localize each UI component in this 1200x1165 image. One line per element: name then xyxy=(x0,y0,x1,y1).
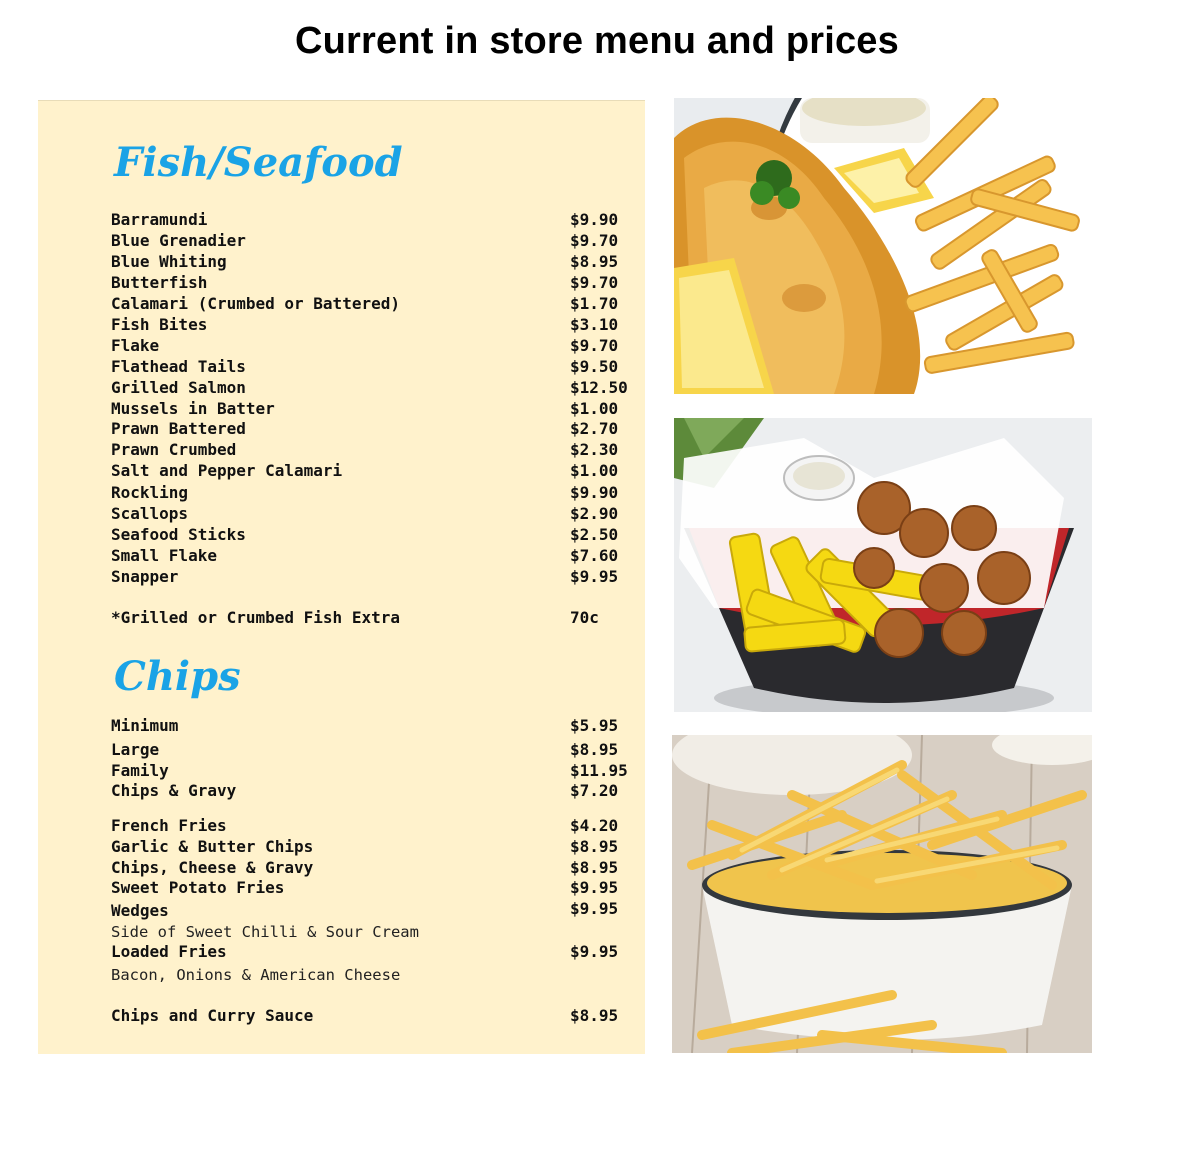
menu-item xyxy=(111,740,641,760)
menu-item xyxy=(111,315,641,335)
fries-bowl-photo xyxy=(672,735,1092,1053)
item-name: Small Flake xyxy=(111,546,217,565)
menu-item xyxy=(111,504,641,524)
menu-item xyxy=(111,837,641,857)
item-name: Rockling xyxy=(111,483,189,502)
item-name: Fish Bites xyxy=(111,315,208,334)
item-price: $9.90 xyxy=(570,210,619,229)
item-price: $1.00 xyxy=(570,461,619,480)
item-price: $8.95 xyxy=(570,858,619,877)
item-name: Wedges xyxy=(111,901,169,920)
menu-item xyxy=(111,273,641,293)
item-price: $11.95 xyxy=(570,761,628,780)
item-price: $3.10 xyxy=(570,315,619,334)
menu-item xyxy=(111,525,641,545)
item-name: Blue Whiting xyxy=(111,252,227,271)
item-price: $12.50 xyxy=(570,378,628,397)
menu-item xyxy=(111,357,641,377)
menu-item xyxy=(111,210,641,230)
menu-item xyxy=(111,1006,641,1026)
item-price: $8.95 xyxy=(570,1006,619,1025)
item-price: $7.60 xyxy=(570,546,619,565)
item-price: $2.30 xyxy=(570,440,619,459)
menu-item xyxy=(111,231,641,251)
item-name: Salt and Pepper Calamari xyxy=(111,461,343,480)
item-price: $9.70 xyxy=(570,231,619,250)
item-price: $9.95 xyxy=(570,878,619,897)
item-price: $2.70 xyxy=(570,419,619,438)
page-title: Current in store menu and prices xyxy=(295,20,899,62)
menu-item xyxy=(111,252,641,272)
item-price: $8.95 xyxy=(570,837,619,856)
item-name: *Grilled or Crumbed Fish Extra xyxy=(111,608,400,627)
menu-item xyxy=(111,858,641,878)
item-price: $9.95 xyxy=(570,942,619,961)
menu-item xyxy=(111,761,641,781)
item-price: $9.70 xyxy=(570,336,619,355)
item-name: Family xyxy=(111,761,169,780)
item-price: $4.20 xyxy=(570,816,619,835)
menu-item xyxy=(111,294,641,314)
menu-item xyxy=(111,878,641,898)
chips-section-heading: Chips xyxy=(114,653,241,700)
item-price: $9.95 xyxy=(570,567,619,586)
menu-item xyxy=(111,483,641,503)
menu-panel xyxy=(38,100,645,1054)
menu-item xyxy=(111,336,641,356)
item-name: Scallops xyxy=(111,504,189,523)
item-price: $9.95 xyxy=(570,899,619,918)
item-name: Sweet Potato Fries xyxy=(111,878,285,897)
item-price: $9.70 xyxy=(570,273,619,292)
menu-item-extra xyxy=(111,608,641,628)
menu-item xyxy=(111,781,641,801)
item-name: Garlic & Butter Chips xyxy=(111,837,314,856)
item-name: French Fries xyxy=(111,816,227,835)
fish-and-chips-photo xyxy=(674,98,1092,394)
menu-item xyxy=(111,567,641,587)
item-note: Bacon, Onions & American Cheese xyxy=(111,966,401,984)
item-name: Blue Grenadier xyxy=(111,231,246,250)
item-name: Large xyxy=(111,740,160,759)
item-name: Seafood Sticks xyxy=(111,525,246,544)
item-price: $2.50 xyxy=(570,525,619,544)
item-price: $8.95 xyxy=(570,252,619,271)
item-price: $9.50 xyxy=(570,357,619,376)
menu-item xyxy=(111,942,641,962)
item-name: Chips and Curry Sauce xyxy=(111,1006,314,1025)
item-name: Barramundi xyxy=(111,210,208,229)
menu-item xyxy=(111,816,641,836)
item-name: Calamari (Crumbed or Battered) xyxy=(111,294,400,313)
item-price: $9.90 xyxy=(570,483,619,502)
item-price: $7.20 xyxy=(570,781,619,800)
item-name: Butterfish xyxy=(111,273,208,292)
item-price: $5.95 xyxy=(570,716,619,735)
menu-item xyxy=(111,419,641,439)
item-price: $8.95 xyxy=(570,740,619,759)
menu-item xyxy=(111,440,641,460)
item-name: Chips & Gravy xyxy=(111,781,237,800)
item-note: Side of Sweet Chilli & Sour Cream xyxy=(111,923,419,941)
menu-item xyxy=(111,716,641,736)
menu-item xyxy=(111,461,641,481)
item-name: Snapper xyxy=(111,567,179,586)
item-name: Chips, Cheese & Gravy xyxy=(111,858,314,877)
item-name: Flake xyxy=(111,336,160,355)
menu-item xyxy=(111,399,641,419)
nuggets-basket-photo xyxy=(674,418,1092,712)
item-name: Loaded Fries xyxy=(111,942,227,961)
item-price: $2.90 xyxy=(570,504,619,523)
item-price: $1.00 xyxy=(570,399,619,418)
fish-section-heading: Fish/Seafood xyxy=(114,139,403,186)
item-name: Prawn Crumbed xyxy=(111,440,237,459)
item-name: Minimum xyxy=(111,716,179,735)
item-name: Grilled Salmon xyxy=(111,378,246,397)
item-name: Mussels in Batter xyxy=(111,399,275,418)
menu-item xyxy=(111,378,641,398)
item-price: $1.70 xyxy=(570,294,619,313)
item-name: Flathead Tails xyxy=(111,357,246,376)
item-price: 70c xyxy=(570,608,599,627)
item-name: Prawn Battered xyxy=(111,419,246,438)
menu-item xyxy=(111,901,641,921)
menu-item xyxy=(111,546,641,566)
